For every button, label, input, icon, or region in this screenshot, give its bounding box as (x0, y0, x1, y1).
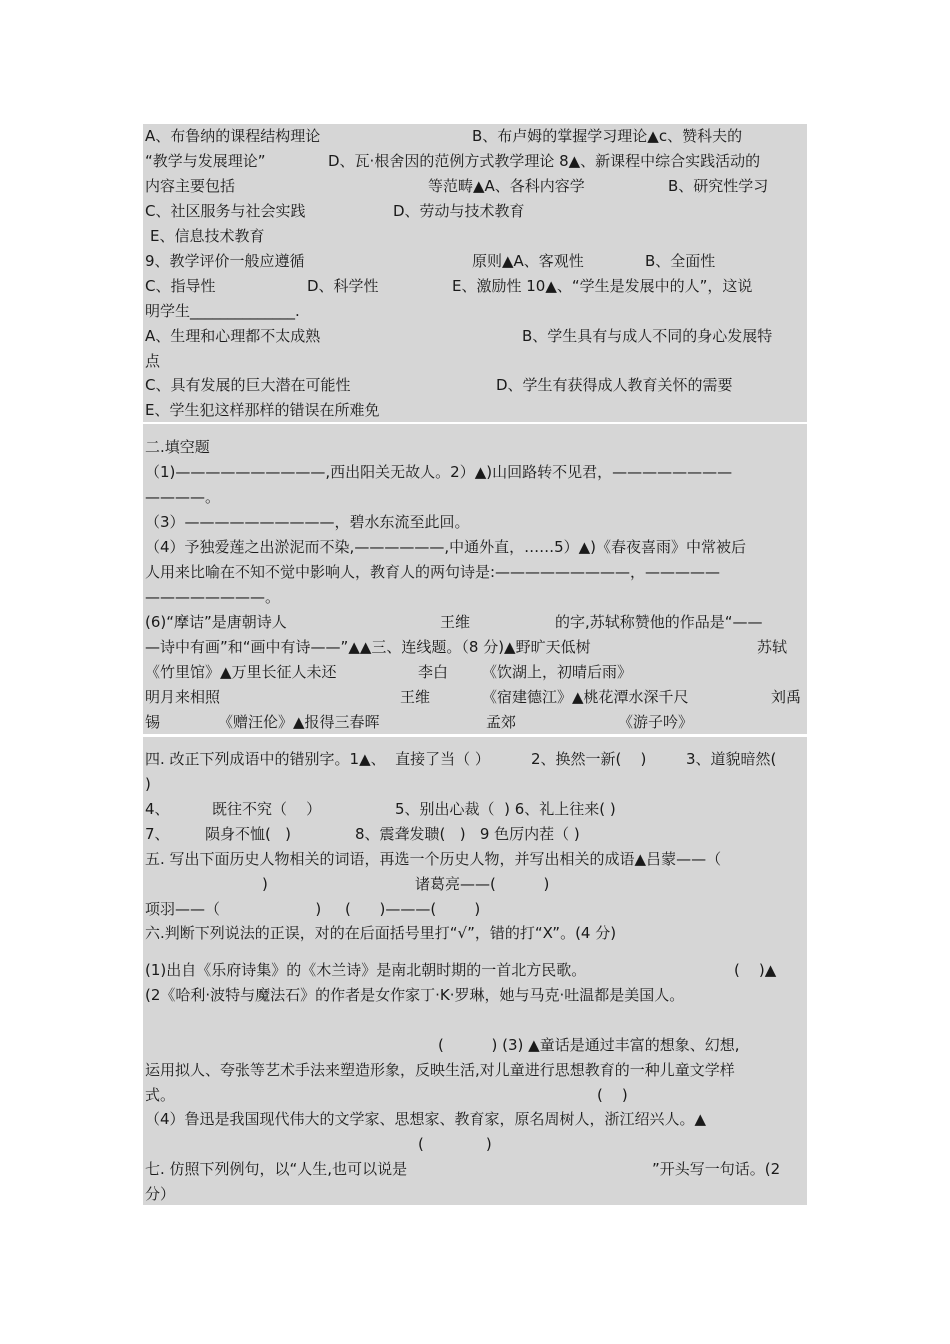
text-line-1-seg-0: “教学与发展理论” (145, 152, 266, 170)
text-line-39-seg-0: 七. 仿照下列例句，以“人生,也可以说是 (145, 1160, 408, 1178)
text-line-14-seg-0: ————。 (145, 488, 221, 506)
text-line-5-seg-0: 9、教学评价一般应遵循 (145, 252, 305, 270)
text-line-1-seg-1: D、瓦·根舍因的范例方式教学理论 8▲、新课程中综合实践活动的 (328, 152, 761, 170)
text-line-26-seg-0: 4、 (145, 800, 170, 818)
text-line-12-seg-0: 二.填空题 (145, 438, 210, 456)
text-line-27-seg-0: 7、 (145, 825, 170, 843)
text-line-26-seg-2: 5、别出心裁（ ) 6、礼上往来( ) (395, 800, 616, 818)
text-line-6-seg-2: E、激励性 10▲、“学生是发展中的人”，这说 (452, 277, 753, 295)
text-line-4-seg-0: E、信息技术教育 (150, 227, 265, 245)
text-line-22-seg-3: 刘禹 (771, 688, 802, 706)
text-line-7-seg-0: 明学生______________. (145, 302, 300, 320)
text-line-3-seg-1: D、劳动与技术教育 (393, 202, 525, 220)
text-line-22-seg-0: 明月来相照 (145, 688, 221, 706)
text-line-30-seg-0: 项羽——（ ) ( )———( ) (145, 900, 481, 918)
text-line-8-seg-0: A、生理和心理都不太成熟 (145, 327, 321, 345)
text-line-38-seg-0: ( ) (418, 1135, 492, 1153)
text-line-35-seg-0: 运用拟人、夸张等艺术手法来塑造形象，反映生活,对儿童进行思想教育的一种儿童文学样 (145, 1061, 735, 1079)
text-line-10-seg-1: D、学生有获得成人教育关怀的需要 (496, 376, 733, 394)
text-line-37-seg-0: （4）鲁迅是我国现代伟大的文学家、思想家、教育家，原名周树人，浙江绍兴人。▲ (145, 1110, 707, 1128)
text-line-19-seg-2: 的字,苏轼称赞他的作品是“—— (555, 613, 763, 631)
text-line-29-seg-1: 诸葛亮——( ) (415, 875, 550, 893)
text-line-24-seg-2: 3、道貌暗然( (686, 750, 777, 768)
text-line-36-seg-1: ( ) (597, 1086, 628, 1104)
text-line-13-seg-0: （1)——————————,西出阳关无故人。2）▲)山回路转不见君，———————— (145, 463, 733, 481)
text-line-28-seg-0: 五. 写出下面历史人物相关的词语，再选一个历史人物，并写出相关的成语▲吕蒙——（ (145, 850, 722, 868)
text-line-22-seg-2: 《宿建德江》▲桃花潭水深千尺 (482, 688, 689, 706)
text-line-15-seg-0: （3）——————————，碧水东流至此回。 (145, 513, 470, 531)
text-line-34-seg-0: ( ) (3) ▲童话是通过丰富的想象、幻想, (438, 1036, 740, 1054)
text-line-36-seg-0: 式。 (145, 1086, 176, 1104)
text-line-17-seg-0: 人用来比喻在不知不觉中影响人，教育人的两句诗是:—————————，————— (145, 563, 721, 581)
text-line-21-seg-1: 李白 (418, 663, 449, 681)
text-line-23-seg-1: 《赠汪伦》▲报得三春晖 (218, 713, 380, 731)
text-line-21-seg-2: 《饮湖上，初晴后雨》 (482, 663, 633, 681)
text-line-25-seg-0: ) (145, 775, 151, 793)
text-line-18-seg-0: ————————。 (145, 588, 281, 606)
text-line-20-seg-0: —诗中有画”和“画中有诗——”▲▲三、连线题。（8 分)▲野旷天低树 (145, 638, 591, 656)
text-line-26-seg-1: 既往不究（ ） (212, 800, 322, 818)
text-line-3-seg-0: C、社区服务与社会实践 (145, 202, 306, 220)
text-line-32-seg-1: ( )▲ (734, 961, 777, 979)
text-line-32-seg-0: (1)出自《乐府诗集》的《木兰诗》是南北朝时期的一首北方民歌。 (145, 961, 587, 979)
text-line-2-seg-0: 内容主要包括 (145, 177, 236, 195)
text-line-27-seg-1: 陨身不恤( ) (205, 825, 292, 843)
text-line-22-seg-1: 王维 (400, 688, 431, 706)
text-line-27-seg-2: 8、震聋发聩( ) 9 色厉内茬（ ) (355, 825, 580, 843)
text-line-2-seg-1: 等范畴▲A、各科内容学 (428, 177, 585, 195)
text-line-24-seg-1: 2、换然一新( ) (531, 750, 647, 768)
text-line-6-seg-0: C、指导性 (145, 277, 216, 295)
text-line-10-seg-0: C、具有发展的巨大潜在可能性 (145, 376, 351, 394)
text-line-21-seg-0: 《竹里馆》▲万里长征人未还 (145, 663, 337, 681)
text-line-29-seg-0: ) (262, 875, 268, 893)
text-line-16-seg-0: （4）予独爱莲之出淤泥而不染,——————,中通外直，……5）▲)《春夜喜雨》中常被后 (145, 538, 747, 556)
text-line-0-seg-0: A、布鲁纳的课程结构理论 (145, 127, 321, 145)
text-line-40-seg-0: 分） (145, 1185, 176, 1203)
text-line-24-seg-0: 四. 改正下列成语中的错别字。1▲、 直接了当（ ） (145, 750, 490, 768)
text-line-33-seg-0: (2《哈利·波特与魔法石》的作者是女作家丁·K·罗琳，她与马克·吐温都是美国人。 (145, 986, 685, 1004)
text-line-8-seg-1: B、学生具有与成人不同的身心发展特 (522, 327, 773, 345)
text-line-11-seg-0: E、学生犯这样那样的错误在所难免 (145, 401, 380, 419)
text-line-23-seg-3: 《游子吟》 (618, 713, 694, 731)
text-line-20-seg-1: 苏轼 (757, 638, 788, 656)
text-line-5-seg-1: 原则▲A、客观性 (472, 252, 584, 270)
text-line-0-seg-1: B、布卢姆的掌握学习理论▲c、赞科夫的 (472, 127, 743, 145)
text-line-5-seg-2: B、全面性 (645, 252, 716, 270)
text-line-6-seg-1: D、科学性 (307, 277, 379, 295)
text-line-23-seg-0: 锡 (145, 713, 161, 731)
text-line-2-seg-2: B、研究性学习 (668, 177, 769, 195)
text-line-19-seg-0: (6)“摩诘”是唐朝诗人 (145, 613, 287, 631)
text-line-39-seg-1: ”开头写一句话。(2 (652, 1160, 781, 1178)
text-line-19-seg-1: 王维 (440, 613, 471, 631)
text-line-23-seg-2: 孟郊 (486, 713, 517, 731)
text-line-9-seg-0: 点 (145, 352, 161, 370)
text-line-31-seg-0: 六.判断下列说法的正误，对的在后面括号里打“√”，错的打“X”。(4 分) (145, 924, 617, 942)
